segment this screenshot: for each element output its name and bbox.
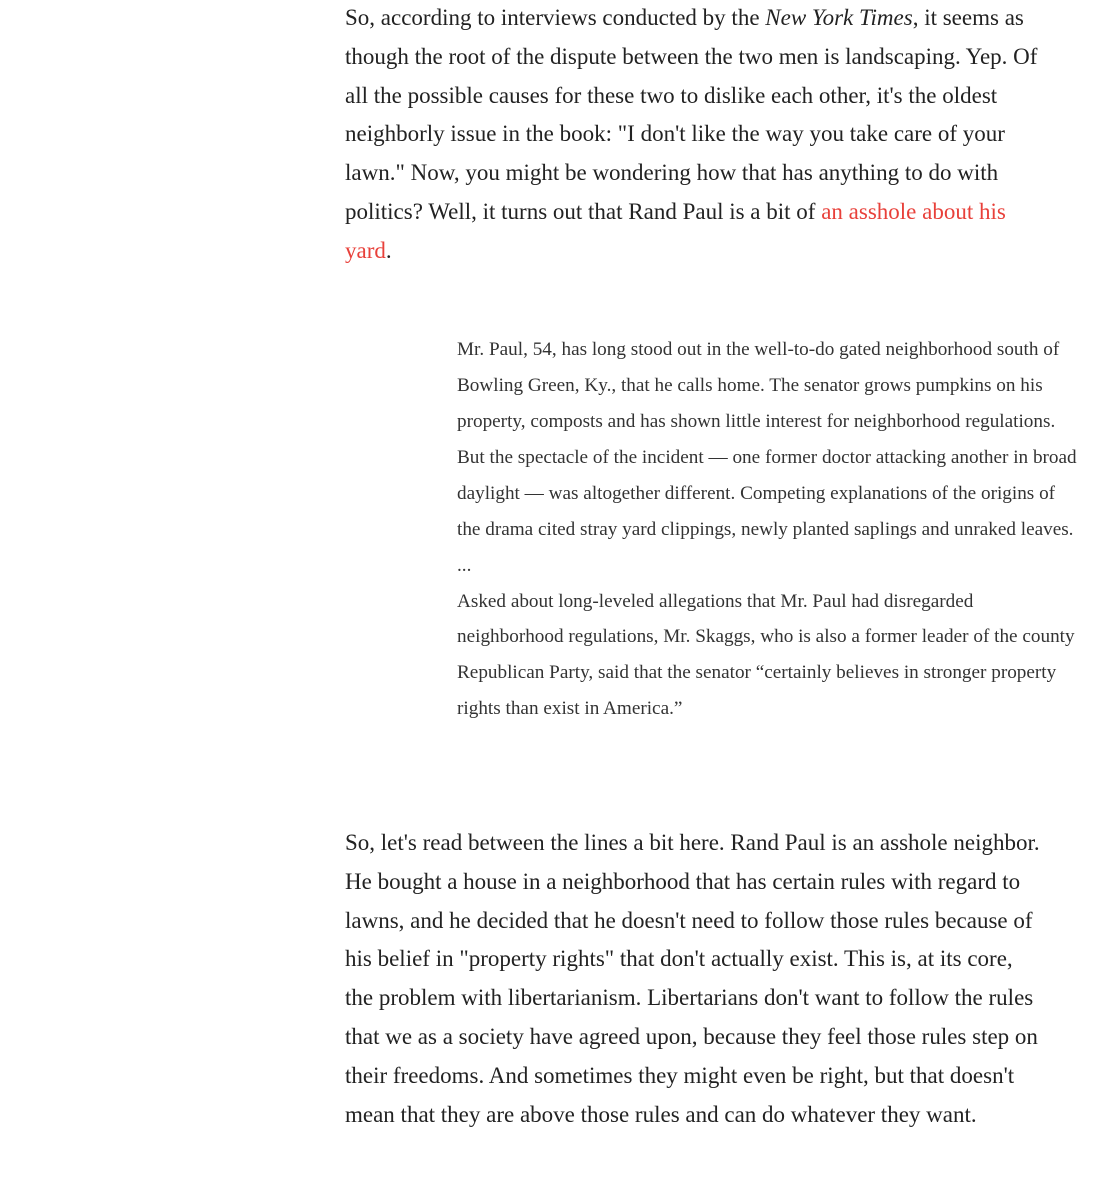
- nyt-blockquote: [457, 332, 1077, 727]
- intro-text-start: So, according to interviews conducted by the: [345, 5, 766, 30]
- quote-paragraph-1: Mr. Paul, 54, has long stood out in the well-to-do gated neighborhood south of Bowling Green, Ky., that he calls home. The senator grows pumpkins on his property, composts and has shown little interest for neighborhood regulations.: [457, 339, 1060, 432]
- intro-text-end: .: [385, 237, 392, 263]
- publication-name: New York Times: [765, 5, 913, 30]
- yard-article-link[interactable]: an asshole about his yard: [345, 198, 1006, 263]
- quote-ellipsis: ...: [457, 554, 472, 576]
- paragraph-analysis: So, let's read between the lines a bit here. Rand Paul is an asshole neighbor. He bought a house in a neighborhood that has certain rules with regard to lawns, and he decided that he doesn't need to follow those rules because of his belief in "property rights" that don't actually exist. This is, at its core, the problem with libertarianism. Libertarians don't want to follow the rules that we as a society have agreed upon, because they feel those rules step on their freedoms. And sometimes they might even be right, but that doesn't mean that they are above those rules and can do whatever they want.: [345, 830, 1040, 1127]
- quote-paragraph-3: Asked about long-leveled allegations that Mr. Paul had disregarded neighborhood regulations, Mr. Skaggs, who is also a former leader of the county Republican Party, said that the senator “certainly believes in stronger property rights than exist in America.”: [457, 590, 1075, 720]
- paragraph-intro: [345, 0, 1045, 271]
- intro-text-middle: , it seems as though the root of the dispute between the two men is landscaping. Yep. Of all the possible causes for these two to dislike each other, it's the oldest neighborly issue in the book: "I don't like the way you take care of your lawn." Now, you might be wondering how that has anything to do with politics? Well, it turns out that Rand Paul is a bit of: [345, 5, 1038, 224]
- quote-paragraph-2: But the spectacle of the incident — one former doctor attacking another in broad daylight — was altogether different. Competing explanations of the origins of the drama cited stray yard clippings, newly planted saplings and unraked leaves.: [457, 446, 1077, 540]
